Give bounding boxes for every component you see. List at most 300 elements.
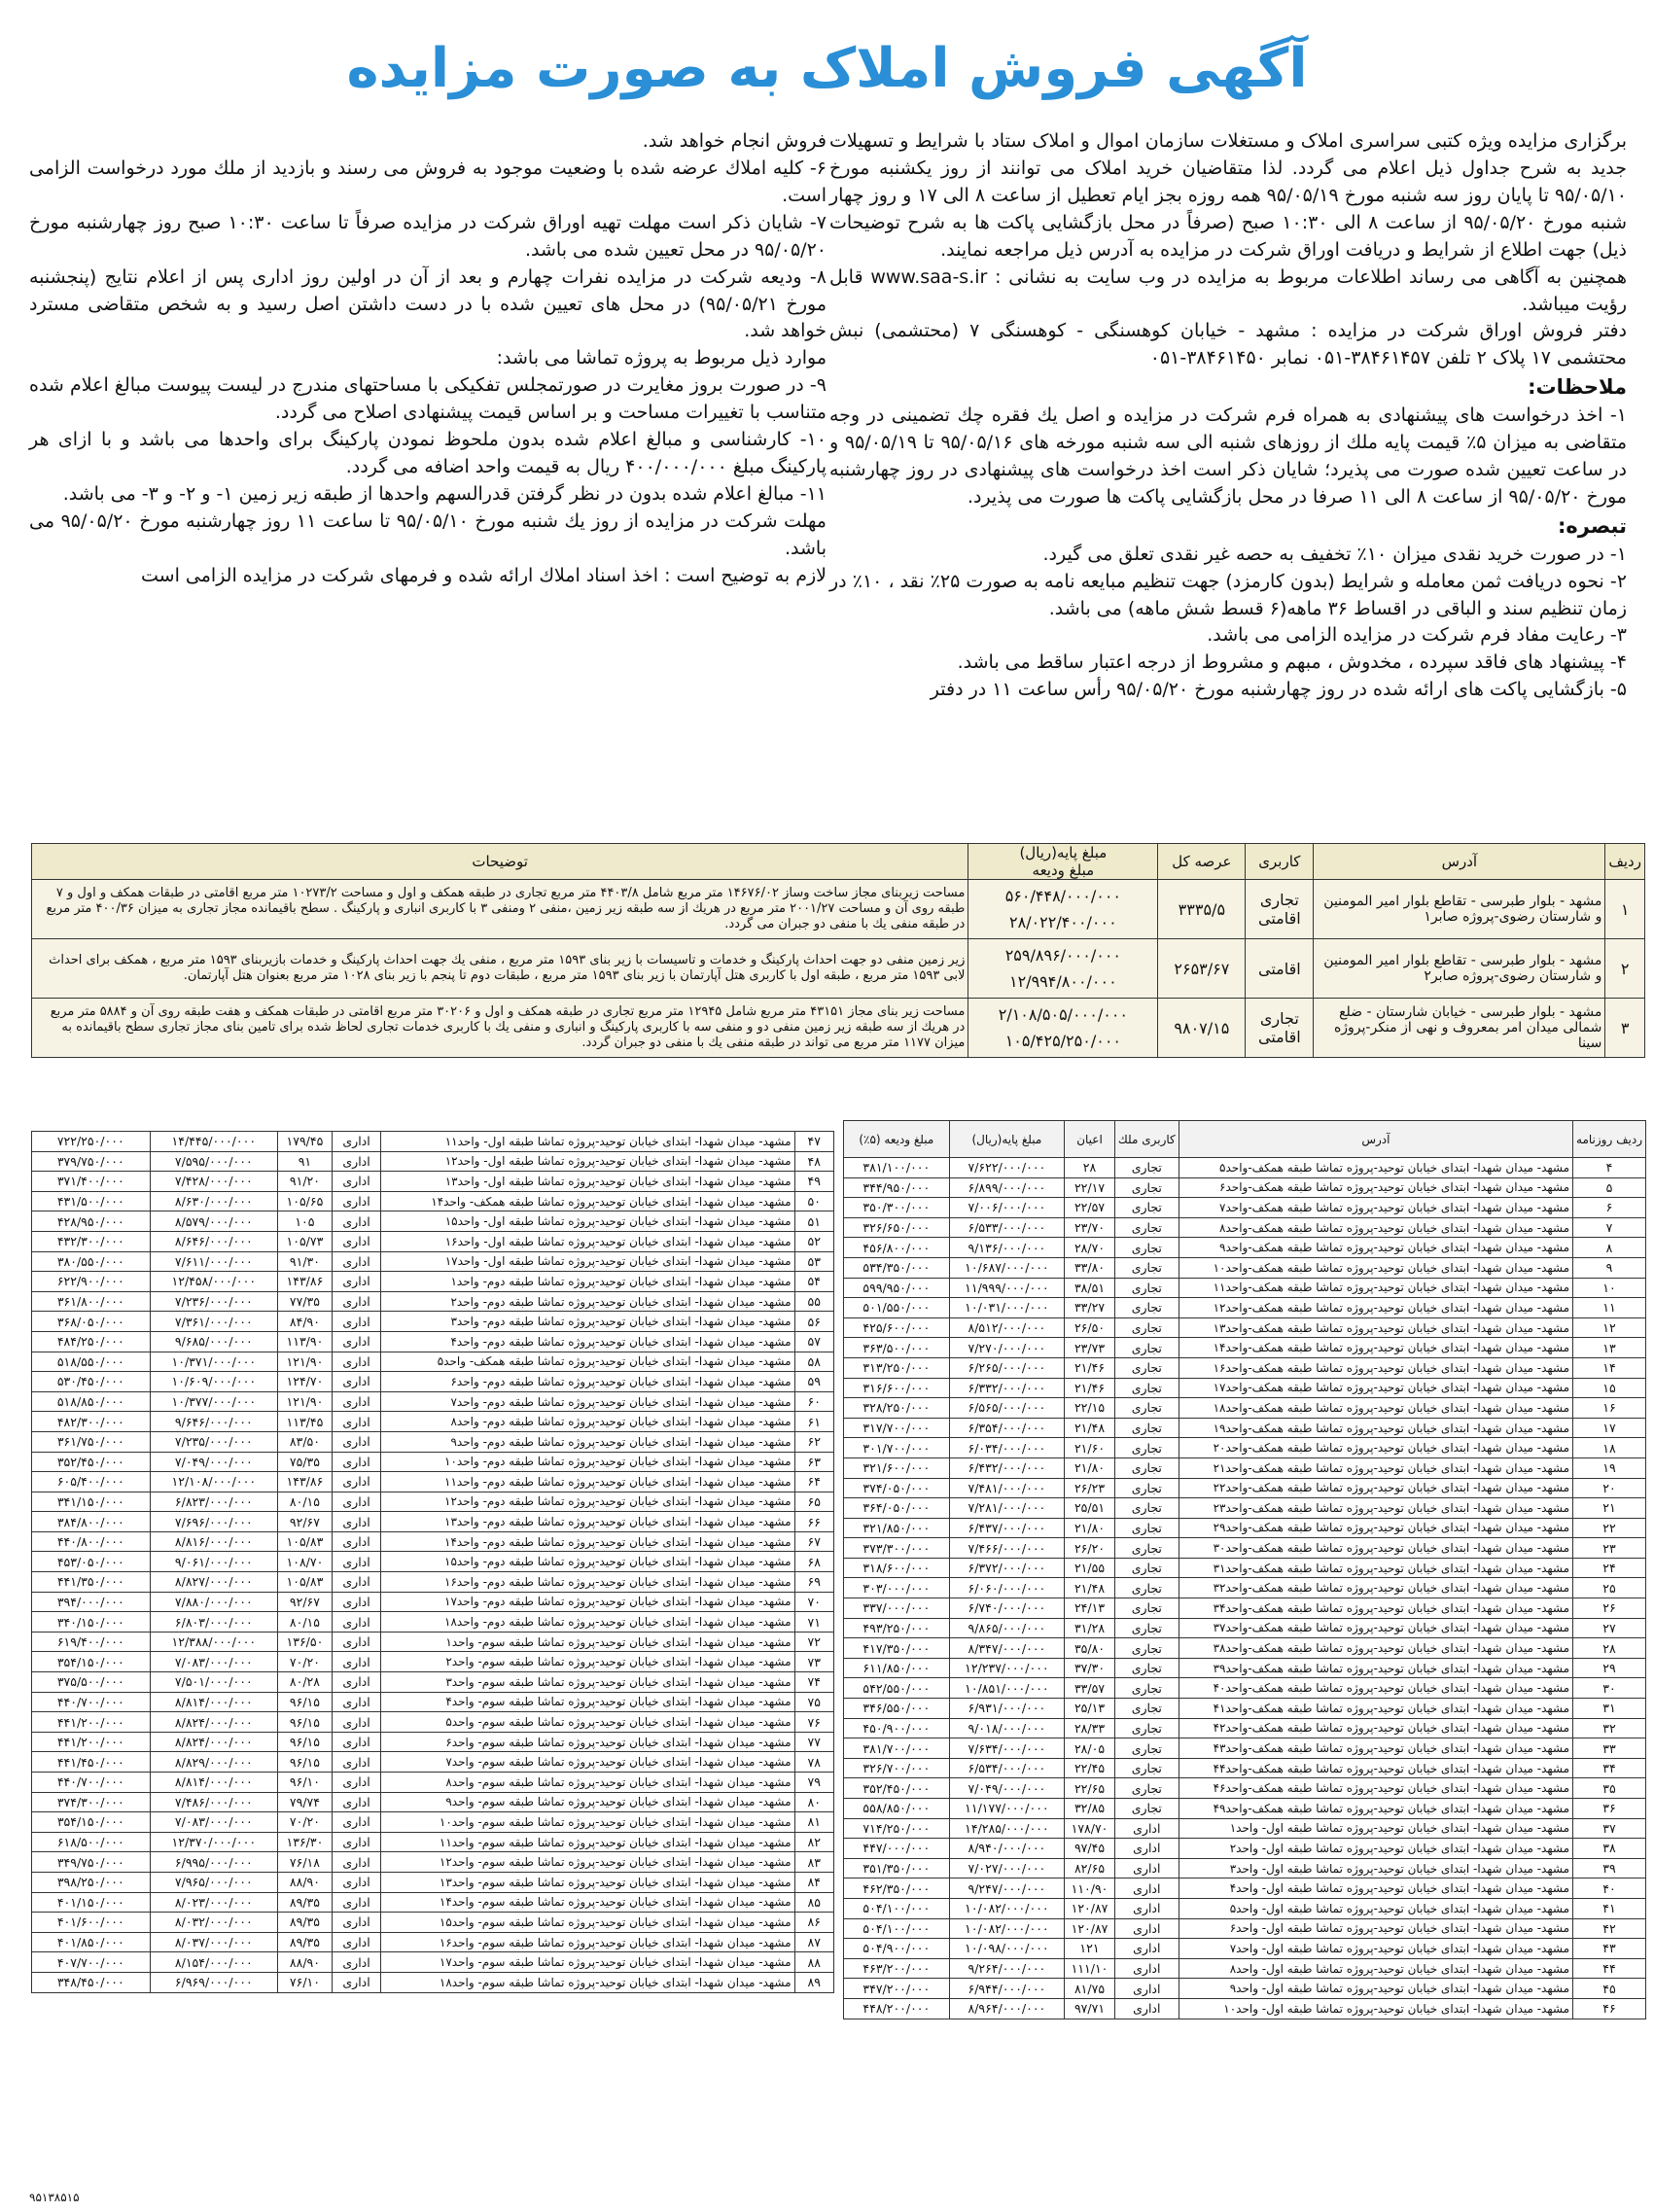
table-row <box>32 1773 834 1793</box>
cell-use: اداری <box>332 1452 381 1472</box>
table-row <box>844 1498 1646 1519</box>
cell-address: مشهد- میدان شهدا- ابتدای خیابان توحید-پروژه تماشا طبقه سوم- واحد۳ <box>381 1672 794 1693</box>
cell-address: مشهد- میدان شهدا- ابتدای خیابان توحید-پروژه تماشا طبقه همکف-واحد۲۹ <box>1179 1518 1572 1538</box>
table-row <box>844 1578 1646 1598</box>
cell-deposit: ۳۵۱/۳۵۰/۰۰۰ <box>844 1858 950 1878</box>
cell-deposit: ۴۴۱/۴۵۰/۰۰۰ <box>32 1752 151 1773</box>
cell-address: مشهد- میدان شهدا- ابتدای خیابان توحید-پروژه تماشا طبقه سوم- واحد۱۵ <box>381 1913 794 1933</box>
cell-area: ۲۴/۱۳ <box>1065 1598 1115 1619</box>
cell-address: مشهد- میدان شهدا- ابتدای خیابان توحید-پروژه تماشا طبقه سوم- واحد۱۸ <box>381 1972 794 1992</box>
cell-row-no: ۱ <box>1605 880 1645 939</box>
cell-area: ۳۳۳۵/۵ <box>1158 880 1246 939</box>
cell-area: ۳۱/۲۸ <box>1065 1618 1115 1638</box>
table-row <box>32 1913 834 1933</box>
table-row <box>844 1398 1646 1419</box>
cell-no: ۴۹ <box>794 1172 833 1192</box>
cell-address: مشهد- میدان شهدا- ابتدای خیابان توحید-پروژه تماشا طبقه دوم- واحد۱۴ <box>381 1531 794 1552</box>
cell-no: ۶۴ <box>794 1472 833 1492</box>
cell-deposit: ۵۵۸/۸۵۰/۰۰۰ <box>844 1799 950 1819</box>
cell-use: تجاری <box>1114 1799 1179 1819</box>
cell-use: اداری <box>332 1632 381 1652</box>
cell-deposit: ۴۰۱/۸۵۰/۰۰۰ <box>32 1932 151 1952</box>
cell-area: ۷۶/۱۸ <box>278 1852 333 1873</box>
cell-no: ۷۵ <box>794 1692 833 1712</box>
table-row <box>32 999 1645 1058</box>
table-row <box>844 1638 1646 1659</box>
header-address: آدرس <box>1314 844 1605 880</box>
cell-deposit: ۴۲۵/۶۰۰/۰۰۰ <box>844 1317 950 1338</box>
cell-deposit: ۳۹۸/۲۵۰/۰۰۰ <box>32 1872 151 1892</box>
cell-address: مشهد- میدان شهدا- ابتدای خیابان توحید-پروژه تماشا طبقه سوم- واحد۶ <box>381 1732 794 1752</box>
cell-address: مشهد- میدان شهدا- ابتدای خیابان توحید-پروژه تماشا طبقه سوم- واحد۱ <box>381 1632 794 1652</box>
grid-left-table <box>31 1131 834 1993</box>
cell-row-no: ۳ <box>1605 999 1645 1058</box>
table-row <box>32 1712 834 1733</box>
cell-address: مشهد- میدان شهدا- ابتدای خیابان توحید-پروژه تماشا طبقه همکف-واحد۹ <box>1179 1238 1572 1258</box>
cell-address: مشهد- میدان شهدا- ابتدای خیابان توحید-پروژه تماشا طبقه سوم- واحد۱۱ <box>381 1832 794 1852</box>
cell-area: ۲۱/۵۵ <box>1065 1558 1115 1578</box>
cell-no: ۳۱ <box>1573 1699 1646 1719</box>
cell-area: ۱۲۰/۸۷ <box>1065 1898 1115 1918</box>
cell-deposit: ۴۹۳/۲۵۰/۰۰۰ <box>844 1618 950 1638</box>
header-base-deposit <box>968 844 1158 880</box>
cell-address: مشهد- میدان شهدا- ابتدای خیابان توحید-پروژه تماشا طبقه همکف-واحد۵ <box>1179 1158 1572 1178</box>
cell-deposit: ۴۶۲/۳۵۰/۰۰۰ <box>844 1878 950 1899</box>
cell-address: مشهد- میدان شهدا- ابتدای خیابان توحید-پروژه تماشا طبقه همکف-واحد۱۴ <box>1179 1338 1572 1358</box>
cell-base: ۶/۳۷۲/۰۰۰/۰۰۰ <box>949 1558 1064 1578</box>
cell-area: ۹۶/۱۵ <box>278 1712 333 1733</box>
cell-address: مشهد- میدان شهدا- ابتدای خیابان توحید-پروژه تماشا طبقه اول- واحد۷ <box>1179 1939 1572 1959</box>
table-row <box>32 1652 834 1672</box>
table-row <box>844 1738 1646 1759</box>
notice-paragraph: ۷- شایان ذکر است مهلت تهیه اوراق شرکت در مزایده صرفاً تا ساعت ۱۰:۳۰ صبح روز چهارشنبه مورخ ۹۵/۰۵/۲۰ در محل تعیین شده می باشد. <box>29 211 827 261</box>
cell-base: ۶/۵۶۵/۰۰۰/۰۰۰ <box>949 1398 1064 1419</box>
cell-base: ۸/۵۱۲/۰۰۰/۰۰۰ <box>949 1317 1064 1338</box>
cell-deposit: ۵۰۴/۹۰۰/۰۰۰ <box>844 1939 950 1959</box>
cell-deposit: ۳۱۸/۶۰۰/۰۰۰ <box>844 1558 950 1578</box>
cell-address: مشهد- میدان شهدا- ابتدای خیابان توحید-پروژه تماشا طبقه اول- واحد۸ <box>1179 1958 1572 1979</box>
table-row <box>32 1132 834 1152</box>
cell-base: ۱۲/۱۰۸/۰۰۰/۰۰۰ <box>150 1472 278 1492</box>
cell-address: مشهد- میدان شهدا- ابتدای خیابان توحید-پروژه تماشا طبقه همکف-واحد۴۳ <box>1179 1738 1572 1759</box>
cell-address: مشهد- میدان شهدا- ابتدای خیابان توحید-پروژه تماشا طبقه سوم- واحد۷ <box>381 1752 794 1773</box>
table-row <box>32 1792 834 1812</box>
cell-base: ۷/۲۸۱/۰۰۰/۰۰۰ <box>949 1498 1064 1519</box>
cell-base: ۸/۹۴۰/۰۰۰/۰۰۰ <box>949 1839 1064 1859</box>
table-row <box>844 1979 1646 1999</box>
notice-paragraph: ۲- نحوه دریافت ثمن معامله و شرایط (بدون کارمزد) جهت تنظیم مبایعه نامه به صورت ۲۵٪ نقد ، ۱۰٪ در زمان تنظیم سند و الباقی در اقساط ۳۶ ماهه(۶ قسط شش ماهه) می باشد. <box>829 570 1627 619</box>
cell-base: ۱۱/۱۷۷/۰۰۰/۰۰۰ <box>949 1799 1064 1819</box>
table-row <box>32 1291 834 1312</box>
cell-address: مشهد- میدان شهدا- ابتدای خیابان توحید-پروژه تماشا طبقه اول- واحد۱۲ <box>381 1151 794 1172</box>
cell-address: مشهد- میدان شهدا- ابتدای خیابان توحید-پروژه تماشا طبقه سوم- واحد۱۰ <box>381 1812 794 1833</box>
table-row <box>844 1918 1646 1939</box>
cell-no: ۸۵ <box>794 1892 833 1913</box>
table-row <box>32 1431 834 1452</box>
cell-deposit: ۳۴۱/۱۵۰/۰۰۰ <box>32 1492 151 1512</box>
cell-address: مشهد- میدان شهدا- ابتدای خیابان توحید-پروژه تماشا طبقه دوم- واحد۱۶ <box>381 1572 794 1593</box>
cell-use: تجاری <box>1114 1758 1179 1778</box>
cell-area: ۱۳۶/۳۰ <box>278 1832 333 1852</box>
cell-no: ۸۶ <box>794 1913 833 1933</box>
cell-use: تجاری <box>1114 1238 1179 1258</box>
cell-base: ۸/۰۳۷/۰۰۰/۰۰۰ <box>150 1932 278 1952</box>
cell-address: مشهد- میدان شهدا- ابتدای خیابان توحید-پروژه تماشا طبقه دوم- واحد۹ <box>381 1431 794 1452</box>
cell-base: ۶/۳۳۲/۰۰۰/۰۰۰ <box>949 1378 1064 1398</box>
cell-use: اداری <box>332 1251 381 1272</box>
cell-base: ۷/۴۲۸/۰۰۰/۰۰۰ <box>150 1172 278 1192</box>
cell-no: ۸۲ <box>794 1832 833 1852</box>
cell-base: ۶/۸۲۳/۰۰۰/۰۰۰ <box>150 1492 278 1512</box>
cell-deposit: ۴۰۷/۷۰۰/۰۰۰ <box>32 1952 151 1973</box>
cell-use: اداری <box>332 1932 381 1952</box>
header-use: کاربری <box>1246 844 1314 880</box>
cell-deposit: ۳۷۳/۳۰۰/۰۰۰ <box>844 1538 950 1559</box>
cell-base-deposit <box>968 880 1158 939</box>
cell-deposit: ۲۸/۰۲۲/۴۰۰/۰۰۰ <box>1009 913 1117 931</box>
cell-no: ۸۸ <box>794 1952 833 1973</box>
cell-no: ۲۳ <box>1573 1538 1646 1559</box>
cell-area: ۹۸۰۷/۱۵ <box>1158 999 1246 1058</box>
cell-no: ۸۰ <box>794 1792 833 1812</box>
table-row <box>844 1418 1646 1438</box>
cell-no: ۲۱ <box>1573 1498 1646 1519</box>
cell-use: اداری <box>332 1132 381 1152</box>
cell-base: ۷/۵۰۱/۰۰۰/۰۰۰ <box>150 1672 278 1693</box>
cell-use: تجاری <box>1114 1478 1179 1498</box>
cell-use: تجاری <box>1114 1518 1179 1538</box>
cell-base: ۱۰/۰۹۸/۰۰۰/۰۰۰ <box>949 1939 1064 1959</box>
table-row <box>32 1932 834 1952</box>
cell-base: ۶/۵۳۴/۰۰۰/۰۰۰ <box>949 1758 1064 1778</box>
page-title: آگهی فروش املاک به صورت مزایده <box>346 37 1308 100</box>
cell-address: مشهد- میدان شهدا- ابتدای خیابان توحید-پروژه تماشا طبقه همکف-واحد۱۳ <box>1179 1317 1572 1338</box>
cell-no: ۸۷ <box>794 1932 833 1952</box>
header-area: عرصه کل <box>1158 844 1246 880</box>
cell-use: تجاری <box>1114 1538 1179 1559</box>
cell-deposit: ۳۶۳/۵۰۰/۰۰۰ <box>844 1338 950 1358</box>
cell-area: ۱۲۱/۹۰ <box>278 1352 333 1372</box>
cell-use: اداری <box>332 1472 381 1492</box>
cell-base: ۸/۸۲۷/۰۰۰/۰۰۰ <box>150 1572 278 1593</box>
cell-no: ۶ <box>1573 1198 1646 1218</box>
cell-deposit: ۳۷۴/۳۰۰/۰۰۰ <box>32 1792 151 1812</box>
cell-no: ۱۸ <box>1573 1438 1646 1458</box>
cell-area: ۹۱/۳۰ <box>278 1251 333 1272</box>
notice-paragraph: ملاحظات: <box>1528 375 1627 400</box>
cell-area: ۲۱/۴۸ <box>1065 1418 1115 1438</box>
cell-area: ۲۸/۳۳ <box>1065 1718 1115 1738</box>
cell-use: تجاری <box>1114 1678 1179 1699</box>
notice-paragraph: ۱۰- کارشناسی و مبالغ اعلام شده بدون ملحوظ نمودن پارکینگ برای واحدها می باشد و با ازای هر پارکینگ مبلغ ۴۰۰/۰۰۰/۰۰۰ ریال به قیمت واحد اضافه می گردد. <box>29 429 827 478</box>
cell-base: ۶/۹۳۱/۰۰۰/۰۰۰ <box>949 1699 1064 1719</box>
cell-address: مشهد- میدان شهدا- ابتدای خیابان توحید-پروژه تماشا طبقه دوم- واحد۱۱ <box>381 1472 794 1492</box>
table-row <box>844 1939 1646 1959</box>
cell-no: ۳۹ <box>1573 1858 1646 1878</box>
cell-area: ۲۶/۲۰ <box>1065 1538 1115 1559</box>
cell-address: مشهد- میدان شهدا- ابتدای خیابان توحید-پروژه تماشا طبقه همکف-واحد۱۷ <box>1179 1378 1572 1398</box>
cell-base: ۶/۹۶۹/۰۰۰/۰۰۰ <box>150 1972 278 1992</box>
cell-address: مشهد- میدان شهدا- ابتدای خیابان توحید-پروژه تماشا طبقه همکف-واحد۱۱ <box>1179 1278 1572 1298</box>
cell-base: ۱۲/۳۷۰/۰۰۰/۰۰۰ <box>150 1832 278 1852</box>
cell-address: مشهد- میدان شهدا- ابتدای خیابان توحید-پروژه تماشا طبقه اول- واحد۵ <box>1179 1898 1572 1918</box>
cell-address: مشهد- میدان شهدا- ابتدای خیابان توحید-پروژه تماشا طبقه همکف- واحد۱۴ <box>381 1191 794 1211</box>
cell-use: اداری <box>332 1151 381 1172</box>
cell-area: ۱۴۳/۸۶ <box>278 1472 333 1492</box>
cell-deposit: ۵۱۸/۸۵۰/۰۰۰ <box>32 1391 151 1412</box>
cell-use: اداری <box>332 1712 381 1733</box>
cell-area: ۸۸/۹۰ <box>278 1872 333 1892</box>
table-row <box>32 1312 834 1332</box>
cell-no: ۵۹ <box>794 1372 833 1392</box>
cell-address: مشهد- میدان شهدا- ابتدای خیابان توحید-پروژه تماشا طبقه دوم- واحد۱۵ <box>381 1552 794 1572</box>
cell-area: ۸۳/۵۰ <box>278 1431 333 1452</box>
cell-use: تجاری <box>1114 1257 1179 1278</box>
cell-area: ۹۲/۶۷ <box>278 1512 333 1532</box>
cell-base: ۸/۶۳۰/۰۰۰/۰۰۰ <box>150 1191 278 1211</box>
cell-no: ۱۹ <box>1573 1457 1646 1478</box>
cell-area: ۱۲۰/۸۷ <box>1065 1918 1115 1939</box>
notice-paragraph: مهلت شرکت در مزایده از روز یك شنبه مورخ ۹۵/۰۵/۱۰ تا ساعت ۱۱ روز چهارشنبه مورخ ۹۵/۰۵/۲۰ می باشد. <box>29 509 827 559</box>
cell-use: تجاری <box>1114 1418 1179 1438</box>
cell-use: اداری <box>1114 1979 1179 1999</box>
cell-base: ۶/۴۳۷/۰۰۰/۰۰۰ <box>949 1518 1064 1538</box>
table-row <box>844 1998 1646 2019</box>
cell-no: ۲۵ <box>1573 1578 1646 1598</box>
cell-deposit: ۳۶۴/۰۵۰/۰۰۰ <box>844 1498 950 1519</box>
cell-address: مشهد- میدان شهدا- ابتدای خیابان توحید-پروژه تماشا طبقه دوم- واحد۱۷ <box>381 1592 794 1612</box>
cell-use: اداری <box>1114 1898 1179 1918</box>
cell-address: مشهد- میدان شهدا- ابتدای خیابان توحید-پروژه تماشا طبقه همکف-واحد۳۲ <box>1179 1578 1572 1598</box>
footer-code: ۹۵۱۳۸۵۱۵ <box>29 2191 80 2204</box>
cell-use: اداری <box>332 1652 381 1672</box>
cell-deposit: ۱۲/۹۹۴/۸۰۰/۰۰۰ <box>1009 972 1117 991</box>
cell-area: ۲۲/۶۵ <box>1065 1778 1115 1799</box>
cell-no: ۷۱ <box>794 1612 833 1633</box>
table-row <box>32 1331 834 1352</box>
cell-desc: مساحت زیربنای مجاز ساخت وساز ۱۴۶۷۶/۰۲ متر مربع شامل ۴۴۰۳/۸ متر مربع تجاری در طبقه همکف و اول و مساحت ۱۰۲۷۳/۲ متر مربع اقامتی در طبقات همکف و اول و ۷ طبقه روی آن و مساحت ۲۰۰۱/۲۷ متر مربع در هریك از سه طبقه زیر زمین ،منفی ۲ ومنفی ۳ با کاربری انباری و پارکینگ . سطح باقیمانده مجاز تجاری به میزان ۴۰۰/۳۶ متر مربع در طبقه منفی یك با منفی دو جبران می گردد. <box>32 880 968 939</box>
cell-base: ۸/۸۱۶/۰۰۰/۰۰۰ <box>150 1531 278 1552</box>
cell-base: ۱۰/۶۰۹/۰۰۰/۰۰۰ <box>150 1372 278 1392</box>
cell-area: ۳۷/۳۰ <box>1065 1658 1115 1678</box>
cell-base: ۸/۶۴۶/۰۰۰/۰۰۰ <box>150 1231 278 1251</box>
table-row <box>32 1592 834 1612</box>
cell-no: ۴۰ <box>1573 1878 1646 1899</box>
cell-deposit: ۴۵۳/۰۵۰/۰۰۰ <box>32 1552 151 1572</box>
cell-use: اداری <box>332 1531 381 1552</box>
cell-address: مشهد- میدان شهدا- ابتدای خیابان توحید-پروژه تماشا طبقه دوم- واحد۲ <box>381 1291 794 1312</box>
cell-base: ۱۴/۲۸۵/۰۰۰/۰۰۰ <box>949 1818 1064 1839</box>
table-row <box>844 1438 1646 1458</box>
cell-deposit: ۵۹۹/۹۵۰/۰۰۰ <box>844 1278 950 1298</box>
cell-base: ۷/۸۸۰/۰۰۰/۰۰۰ <box>150 1592 278 1612</box>
cell-no: ۴۱ <box>1573 1898 1646 1918</box>
cell-deposit: ۳۳۷/۰۰۰/۰۰۰ <box>844 1598 950 1619</box>
cell-base: ۹/۶۸۵/۰۰۰/۰۰۰ <box>150 1331 278 1352</box>
cell-address: مشهد - بلوار طبرسی - خیابان شارستان - ضلع شمالی میدان امر بمعروف و نهی از منکر-پروژه سینا <box>1314 999 1605 1058</box>
cell-area: ۸۰/۱۵ <box>278 1492 333 1512</box>
cell-deposit: ۴۲۸/۹۵۰/۰۰۰ <box>32 1211 151 1232</box>
cell-use: اداری <box>332 1913 381 1933</box>
table-row <box>844 1718 1646 1738</box>
cell-use: اداری <box>332 1372 381 1392</box>
cell-address: مشهد- میدان شهدا- ابتدای خیابان توحید-پروژه تماشا طبقه اول- واحد۱۰ <box>1179 1998 1572 2019</box>
cell-deposit: ۳۷۴/۰۵۰/۰۰۰ <box>844 1478 950 1498</box>
cell-area: ۳۲/۸۵ <box>1065 1799 1115 1819</box>
cell-use: تجاری <box>1114 1378 1179 1398</box>
cell-base: ۷/۰۰۶/۰۰۰/۰۰۰ <box>949 1198 1064 1218</box>
cell-area: ۸۱/۷۵ <box>1065 1979 1115 1999</box>
grid-right-header <box>844 1121 1646 1158</box>
cell-no: ۱۰ <box>1573 1278 1646 1298</box>
table-row <box>32 1372 834 1392</box>
cell-base: ۶/۵۳۳/۰۰۰/۰۰۰ <box>949 1217 1064 1238</box>
cell-desc: مساحت زیر بنای مجاز ۴۳۱۵۱ متر مربع شامل ۱۲۹۴۵ متر مربع تجاری در طبقه همکف و اول و ۳۰۲۰۶ متر مربع اقامتی در طبقات همکف و هفت طبقه روی آن و ۵۸۸۴ متر مربع در هریك از سه طبقه زیر زمین منفی دو و منفی سه با کاربری پارکینگ و انباری و منفی یك با کاربری خدمات تجاری لحاظ شده برای تامین بنای مجاز تجاری سطح باقیمانده به میزان ۱۱۷۷ متر مربع می تواند در طبقه منفی یك با منفی دو جبران گردد. <box>32 999 968 1058</box>
cell-no: ۳۶ <box>1573 1799 1646 1819</box>
cell-use: اداری <box>1114 1858 1179 1878</box>
cell-no: ۵۲ <box>794 1231 833 1251</box>
cell-area: ۸۹/۳۵ <box>278 1892 333 1913</box>
cell-deposit: ۷۱۴/۲۵۰/۰۰۰ <box>844 1818 950 1839</box>
cell-no: ۲۹ <box>1573 1658 1646 1678</box>
cell-address: مشهد- میدان شهدا- ابتدای خیابان توحید-پروژه تماشا طبقه همکف-واحد۱۲ <box>1179 1298 1572 1318</box>
cell-area: ۲۲/۵۷ <box>1065 1198 1115 1218</box>
notice-paragraph: تبصره: <box>1557 513 1627 538</box>
table-row <box>844 1878 1646 1899</box>
cell-base: ۸/۰۲۳/۰۰۰/۰۰۰ <box>150 1892 278 1913</box>
grid-header-base: مبلغ پایه(ریال) <box>949 1121 1064 1158</box>
cell-deposit: ۳۷۹/۷۵۰/۰۰۰ <box>32 1151 151 1172</box>
cell-use: اداری <box>332 1272 381 1292</box>
cell-area: ۲۲/۱۵ <box>1065 1398 1115 1419</box>
notice-left-column <box>29 128 827 590</box>
grid-header-address: آدرس <box>1179 1121 1572 1158</box>
table-row <box>844 1278 1646 1298</box>
cell-use: اداری <box>332 1231 381 1251</box>
cell-area: ۱۱۳/۹۰ <box>278 1331 333 1352</box>
table-row <box>844 1177 1646 1198</box>
cell-base: ۷/۶۱۱/۰۰۰/۰۰۰ <box>150 1251 278 1272</box>
grid-header-use: کاربری ملك <box>1114 1121 1179 1158</box>
cell-use: اداری <box>1114 1878 1179 1899</box>
cell-use: اداری <box>332 1391 381 1412</box>
notice-paragraph: ۱۱- مبالغ اعلام شده بدون در نظر گرفتن قدرالسهم واحدها از طبقه زیر زمین ۱- و ۲- و ۳- می باشد. <box>62 482 827 505</box>
cell-use: اداری <box>332 1552 381 1572</box>
cell-address: مشهد- میدان شهدا- ابتدای خیابان توحید-پروژه تماشا طبقه دوم- واحد۴ <box>381 1331 794 1352</box>
cell-area: ۱۲۱ <box>1065 1939 1115 1959</box>
cell-area: ۱۱۱/۱۰ <box>1065 1958 1115 1979</box>
cell-area: ۲۳/۷۳ <box>1065 1338 1115 1358</box>
cell-deposit: ۳۸۱/۷۰۰/۰۰۰ <box>844 1738 950 1759</box>
cell-address: مشهد- میدان شهدا- ابتدای خیابان توحید-پروژه تماشا طبقه همکف-واحد۳۴ <box>1179 1598 1572 1619</box>
table-row <box>32 1832 834 1852</box>
cell-deposit: ۳۹۴/۰۰۰/۰۰۰ <box>32 1592 151 1612</box>
cell-base: ۷/۶۹۶/۰۰۰/۰۰۰ <box>150 1512 278 1532</box>
cell-address: مشهد- میدان شهدا- ابتدای خیابان توحید-پروژه تماشا طبقه همکف-واحد۳۰ <box>1179 1538 1572 1559</box>
cell-address: مشهد- میدان شهدا- ابتدای خیابان توحید-پروژه تماشا طبقه همکف-واحد۴۶ <box>1179 1778 1572 1799</box>
notice-paragraph: ۶- کلیه املاك عرضه شده با وضعیت موجود به فروش می رسند و بازدید از ملك مورد درخواست الزامی است. <box>29 157 827 206</box>
cell-use: اداری <box>332 1892 381 1913</box>
cell-base: ۷/۹۶۵/۰۰۰/۰۰۰ <box>150 1872 278 1892</box>
cell-use: تجاری <box>1114 1578 1179 1598</box>
cell-address: مشهد- میدان شهدا- ابتدای خیابان توحید-پروژه تماشا طبقه همکف-واحد۲۲ <box>1179 1478 1572 1498</box>
cell-area: ۷۷/۳۵ <box>278 1291 333 1312</box>
cell-deposit: ۳۰۳/۰۰۰/۰۰۰ <box>844 1578 950 1598</box>
cell-deposit: ۶۱۹/۴۰۰/۰۰۰ <box>32 1632 151 1652</box>
cell-use: تجاری <box>1114 1638 1179 1659</box>
cell-address: مشهد- میدان شهدا- ابتدای خیابان توحید-پروژه تماشا طبقه همکف-واحد۱۰ <box>1179 1257 1572 1278</box>
cell-area: ۱۷۸/۷۰ <box>1065 1818 1115 1839</box>
cell-area: ۱۰۵/۸۳ <box>278 1572 333 1593</box>
table-row <box>32 1452 834 1472</box>
table-row <box>32 1632 834 1652</box>
cell-no: ۵۶ <box>794 1312 833 1332</box>
cell-base: ۹/۲۶۴/۰۰۰/۰۰۰ <box>949 1958 1064 1979</box>
cell-deposit: ۳۶۱/۷۵۰/۰۰۰ <box>32 1431 151 1452</box>
cell-no: ۳۴ <box>1573 1758 1646 1778</box>
cell-area: ۹۱/۲۰ <box>278 1172 333 1192</box>
cell-use: اداری <box>332 1331 381 1352</box>
cell-desc: زیر زمین منفی دو جهت احداث پارکینگ و خدمات و تاسیسات با زیر بنای ۱۵۹۳ متر مربع ، منفی یك جهت احداث پارکینگ و خدمات بازیربنای ۱۵۹۳ متر مربع ، همکف برای احداث لابی ۱۵۹۳ متر مربع ، طبقه اول با کاربری هتل آپارتمان با زیر بنای ۱۵۹۳ متر مربع ، طبقات دوم تا پنجم با زیر بنای ۱۰۲۸ متر مربع بعنوان هتل آپارتمان. <box>32 939 968 999</box>
cell-base: ۱۰/۸۵۱/۰۰۰/۰۰۰ <box>949 1678 1064 1699</box>
cell-deposit: ۴۴۱/۲۰۰/۰۰۰ <box>32 1712 151 1733</box>
cell-deposit: ۵۰۴/۱۰۰/۰۰۰ <box>844 1898 950 1918</box>
cell-use: اداری <box>332 1352 381 1372</box>
cell-no: ۴۸ <box>794 1151 833 1172</box>
cell-base: ۸/۸۱۴/۰۰۰/۰۰۰ <box>150 1773 278 1793</box>
table-row <box>32 1272 834 1292</box>
header-base: مبلغ پایه(ریال) <box>1019 844 1108 861</box>
cell-base: ۷/۵۹۵/۰۰۰/۰۰۰ <box>150 1151 278 1172</box>
cell-base: ۷/۲۷۰/۰۰۰/۰۰۰ <box>949 1338 1064 1358</box>
cell-address: مشهد- میدان شهدا- ابتدای خیابان توحید-پروژه تماشا طبقه همکف-واحد۳۱ <box>1179 1558 1572 1578</box>
cell-base: ۶/۸۰۳/۰۰۰/۰۰۰ <box>150 1612 278 1633</box>
grid-right-table <box>843 1120 1646 2019</box>
header-deposit: مبلغ ودیعه <box>1032 861 1095 879</box>
cell-address: مشهد- میدان شهدا- ابتدای خیابان توحید-پروژه تماشا طبقه سوم- واحد۵ <box>381 1712 794 1733</box>
table-row <box>32 939 1645 999</box>
cell-deposit: ۴۶۳/۲۰۰/۰۰۰ <box>844 1958 950 1979</box>
table-row <box>32 1952 834 1973</box>
cell-base: ۷/۴۸۶/۰۰۰/۰۰۰ <box>150 1792 278 1812</box>
cell-base: ۷/۲۳۶/۰۰۰/۰۰۰ <box>150 1291 278 1312</box>
cell-address: مشهد- میدان شهدا- ابتدای خیابان توحید-پروژه تماشا طبقه اول- واحد۱۵ <box>381 1211 794 1232</box>
cell-no: ۳۰ <box>1573 1678 1646 1699</box>
table-row <box>32 1151 834 1172</box>
cell-use: اداری <box>332 1732 381 1752</box>
cell-base: ۶/۹۴۴/۰۰۰/۰۰۰ <box>949 1979 1064 1999</box>
cell-base: ۲/۱۰۸/۵۰۵/۰۰۰/۰۰۰ <box>998 1005 1128 1024</box>
notice-paragraph: برگزاری مزایده ویژه کتبی سراسری املاک و مستغلات سازمان اموال و املاک ستاد با شرایط و تسهیلات جدید به شرح جداول ذیل اعلام می گردد. لذا متقاضیان خرید املاک می توانند از روز یکشنبه مورخ ۹۵/۰۵/۱۰ تا پایان روز سه شنبه مورخ ۹۵/۰۵/۱۹ همه روزه بجز ایام تعطیل از ساعت ۸ الی ۱۷ و روز چهار شنبه مورخ ۹۵/۰۵/۲۰ از ساعت ۸ الی ۱۰:۳۰ صبح (صرفاً در محل بازگشایی پاکت ها به شرح توضیحات ذیل) جهت اطلاع از شرایط و دریافت اوراق شرکت در مزایده به آدرس ذیل مراجعه نمایند. <box>829 130 1627 261</box>
cell-deposit: ۴۳۲/۳۰۰/۰۰۰ <box>32 1231 151 1251</box>
cell-use: اداری <box>1114 1958 1179 1979</box>
table-row <box>844 1678 1646 1699</box>
cell-use: تجاری <box>1114 1498 1179 1519</box>
cell-deposit: ۵۳۴/۳۵۰/۰۰۰ <box>844 1257 950 1278</box>
cell-deposit: ۴۳۱/۵۰۰/۰۰۰ <box>32 1191 151 1211</box>
cell-no: ۷۶ <box>794 1712 833 1733</box>
cell-no: ۵۷ <box>794 1331 833 1352</box>
cell-deposit: ۴۸۲/۳۰۰/۰۰۰ <box>32 1412 151 1432</box>
cell-address: مشهد- میدان شهدا- ابتدای خیابان توحید-پروژه تماشا طبقه دوم- واحد۷ <box>381 1391 794 1412</box>
cell-base: ۱۰/۳۷۱/۰۰۰/۰۰۰ <box>150 1352 278 1372</box>
cell-deposit: ۳۴۸/۴۵۰/۰۰۰ <box>32 1972 151 1992</box>
cell-no: ۶۷ <box>794 1531 833 1552</box>
cell-no: ۴ <box>1573 1158 1646 1178</box>
cell-deposit: ۴۱۷/۳۵۰/۰۰۰ <box>844 1638 950 1659</box>
cell-base: ۷/۰۸۳/۰۰۰/۰۰۰ <box>150 1812 278 1833</box>
cell-area: ۸۹/۳۵ <box>278 1913 333 1933</box>
